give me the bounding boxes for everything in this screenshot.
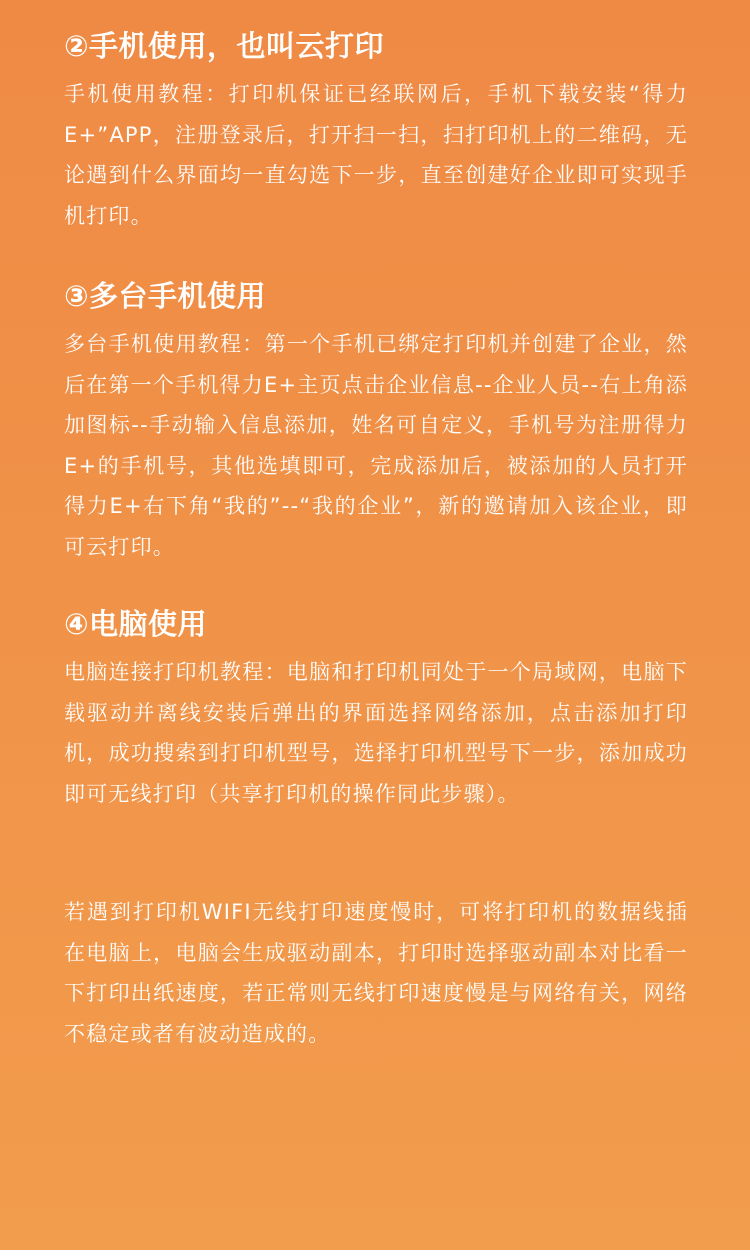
wifi-speed-note xyxy=(64,892,688,1054)
section-multi-phone xyxy=(64,278,688,567)
section-body: 电脑连接打印机教程：电脑和打印机同处于一个局域网，电脑下载驱动并离线安装后弹出的界面选择网络添加，点击添加打印机，成功搜索到打印机型号，选择打印机型号下一步，添加成功即可无线打印（共享打印机的操作同此步骤）。 xyxy=(64,660,688,806)
section-computer xyxy=(64,606,688,814)
note-text: 若遇到打印机WIFI无线打印速度慢时，可将打印机的数据线插在电脑上，电脑会生成驱动副本，打印时选择驱动副本对比看一下打印出纸速度，若正常则无线打印速度慢是与网络有关，网络不稳定或者有波动造成的。 xyxy=(64,900,688,1046)
section-title: ③多台手机使用 xyxy=(64,279,267,313)
section-phone-cloud-print xyxy=(64,28,688,236)
section-body: 手机使用教程：打印机保证已经联网后，手机下载安装“得力E+”APP，注册登录后，打开扫一扫，扫打印机上的二维码，无论遇到什么界面均一直勾选下一步，直至创建好企业即可实现手机打印。 xyxy=(64,82,688,228)
section-title: ②手机使用，也叫云打印 xyxy=(64,29,385,63)
section-body: 多台手机使用教程：第一个手机已绑定打印机并创建了企业，然后在第一个手机得力E+主页点击企业信息--企业人员--右上角添加图标--手动输入信息添加，姓名可自定义，手机号为注册得力E+的手机号，其他选填即可，完成添加后，被添加的人员打开得力E+右下角“我的”--“我的企业”，新的邀请加入该企业，即可云打印。 xyxy=(64,332,688,559)
section-title: ④电脑使用 xyxy=(64,607,208,641)
